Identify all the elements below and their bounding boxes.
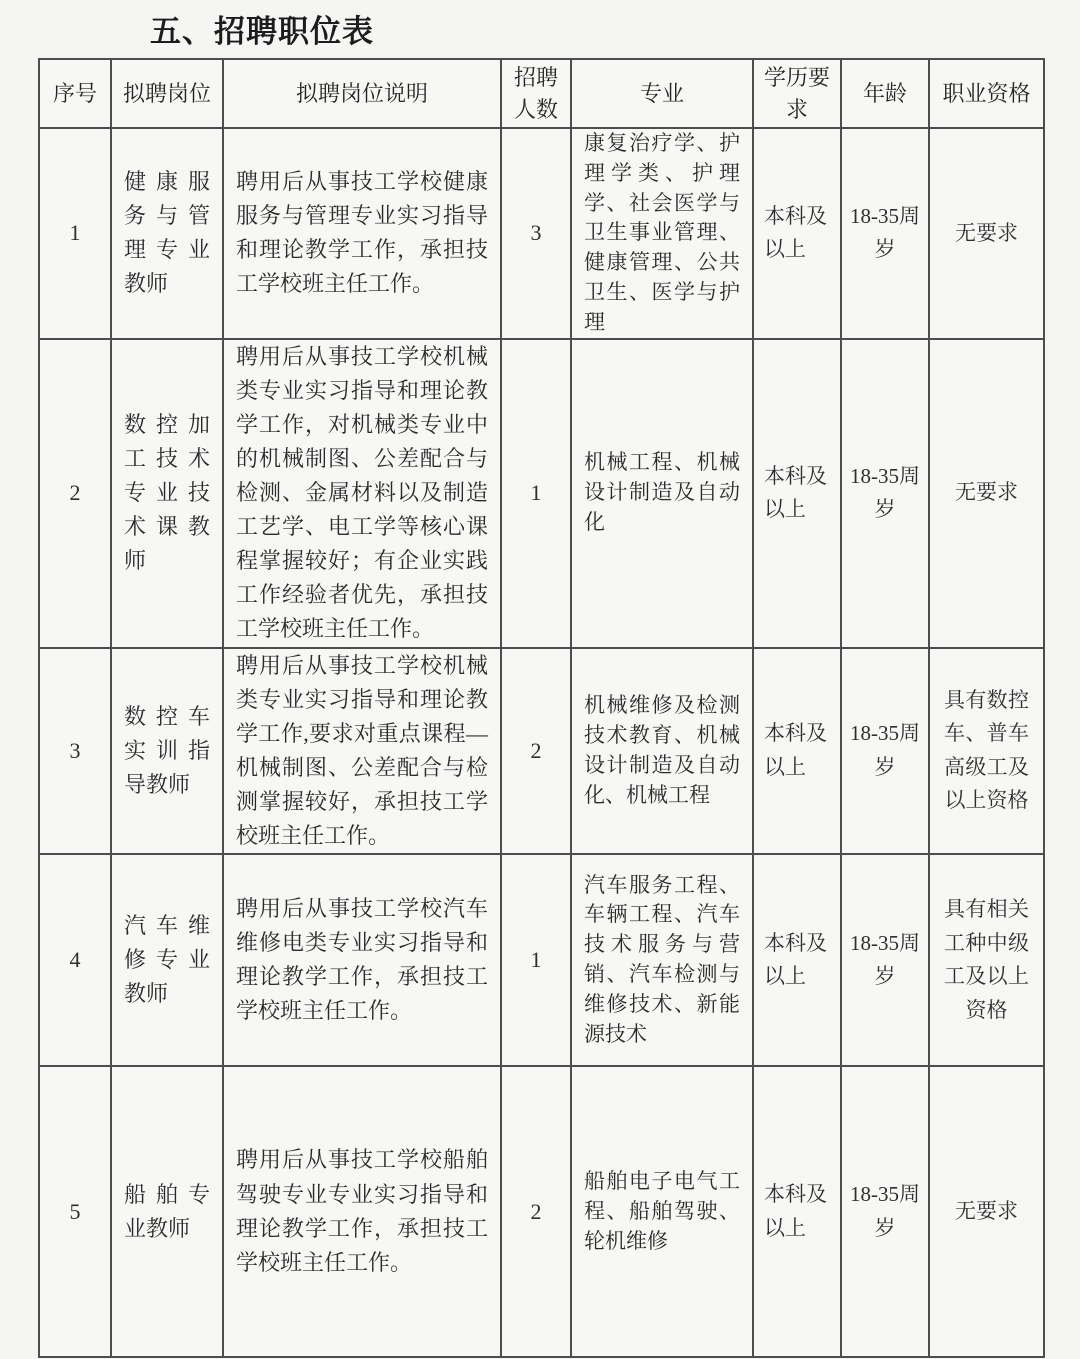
cell-education: 本科及以上 (753, 1066, 841, 1357)
cell-age: 18-35周岁 (841, 648, 929, 855)
cell-no: 5 (39, 1066, 111, 1357)
cell-position: 数控加工技术专业技术课教师 (111, 339, 223, 648)
col-header-qualification: 职业资格 (929, 59, 1044, 128)
cell-description: 聘用后从事技工学校机械类专业实习指导和理论教学工作,要求对重点课程—机械制图、公差配合与检测掌握较好，承担技工学校班主任工作。 (223, 648, 501, 855)
cell-education: 本科及以上 (753, 339, 841, 648)
cell-count: 1 (501, 339, 571, 648)
cell-description: 聘用后从事技工学校机械类专业实习指导和理论教学工作，对机械类专业中的机械制图、公差配合与检测、金属材料以及制造工艺学、电工学等核心课程掌握较好；有企业实践工作经验者优先，承担技工学校班主任工作。 (223, 339, 501, 648)
cell-qualification: 具有数控车、普车高级工及以上资格 (929, 648, 1044, 855)
cell-education: 本科及以上 (753, 648, 841, 855)
cell-major: 机械工程、机械设计制造及自动化 (571, 339, 753, 648)
col-header-count: 招聘人数 (501, 59, 571, 128)
cell-qualification: 具有相关工种中级工及以上资格 (929, 854, 1044, 1066)
cell-position: 船舶专业教师 (111, 1066, 223, 1357)
cell-education: 本科及以上 (753, 128, 841, 339)
recruitment-table (38, 58, 1045, 1358)
cell-position: 汽车维修专业教师 (111, 854, 223, 1066)
col-header-description: 拟聘岗位说明 (223, 59, 501, 128)
cell-position: 健康服务与管理专业教师 (111, 128, 223, 339)
col-header-major: 专业 (571, 59, 753, 128)
cell-major: 汽车服务工程、车辆工程、汽车技术服务与营销、汽车检测与维修技术、新能源技术 (571, 854, 753, 1066)
cell-position: 数控车实训指导教师 (111, 648, 223, 855)
cell-major: 船舶电子电气工程、船舶驾驶、轮机维修 (571, 1066, 753, 1357)
cell-count: 3 (501, 128, 571, 339)
table-row (39, 339, 1044, 648)
col-header-age: 年龄 (841, 59, 929, 128)
cell-age: 18-35周岁 (841, 128, 929, 339)
cell-age: 18-35周岁 (841, 1066, 929, 1357)
cell-qualification: 无要求 (929, 1066, 1044, 1357)
cell-no: 3 (39, 648, 111, 855)
col-header-position: 拟聘岗位 (111, 59, 223, 128)
cell-qualification: 无要求 (929, 128, 1044, 339)
cell-no: 2 (39, 339, 111, 648)
cell-count: 1 (501, 854, 571, 1066)
cell-age: 18-35周岁 (841, 854, 929, 1066)
table-row (39, 1066, 1044, 1357)
cell-no: 1 (39, 128, 111, 339)
table-header-row (39, 59, 1044, 128)
cell-major: 康复治疗学、护理学类、护理学、社会医学与卫生事业管理、健康管理、公共卫生、医学与护理 (571, 128, 753, 339)
page-title: 五、招聘职位表 (150, 14, 374, 49)
cell-no: 4 (39, 854, 111, 1066)
table-row (39, 854, 1044, 1066)
table-row (39, 128, 1044, 339)
cell-qualification: 无要求 (929, 339, 1044, 648)
cell-age: 18-35周岁 (841, 339, 929, 648)
col-header-no: 序号 (39, 59, 111, 128)
table-row (39, 648, 1044, 855)
cell-major: 机械维修及检测技术教育、机械设计制造及自动化、机械工程 (571, 648, 753, 855)
cell-description: 聘用后从事技工学校健康服务与管理专业实习指导和理论教学工作，承担技工学校班主任工作。 (223, 128, 501, 339)
col-header-education: 学历要求 (753, 59, 841, 128)
cell-count: 2 (501, 1066, 571, 1357)
cell-count: 2 (501, 648, 571, 855)
cell-description: 聘用后从事技工学校船舶驾驶专业专业实习指导和理论教学工作，承担技工学校班主任工作。 (223, 1066, 501, 1357)
cell-description: 聘用后从事技工学校汽车维修电类专业实习指导和理论教学工作，承担技工学校班主任工作。 (223, 854, 501, 1066)
cell-education: 本科及以上 (753, 854, 841, 1066)
